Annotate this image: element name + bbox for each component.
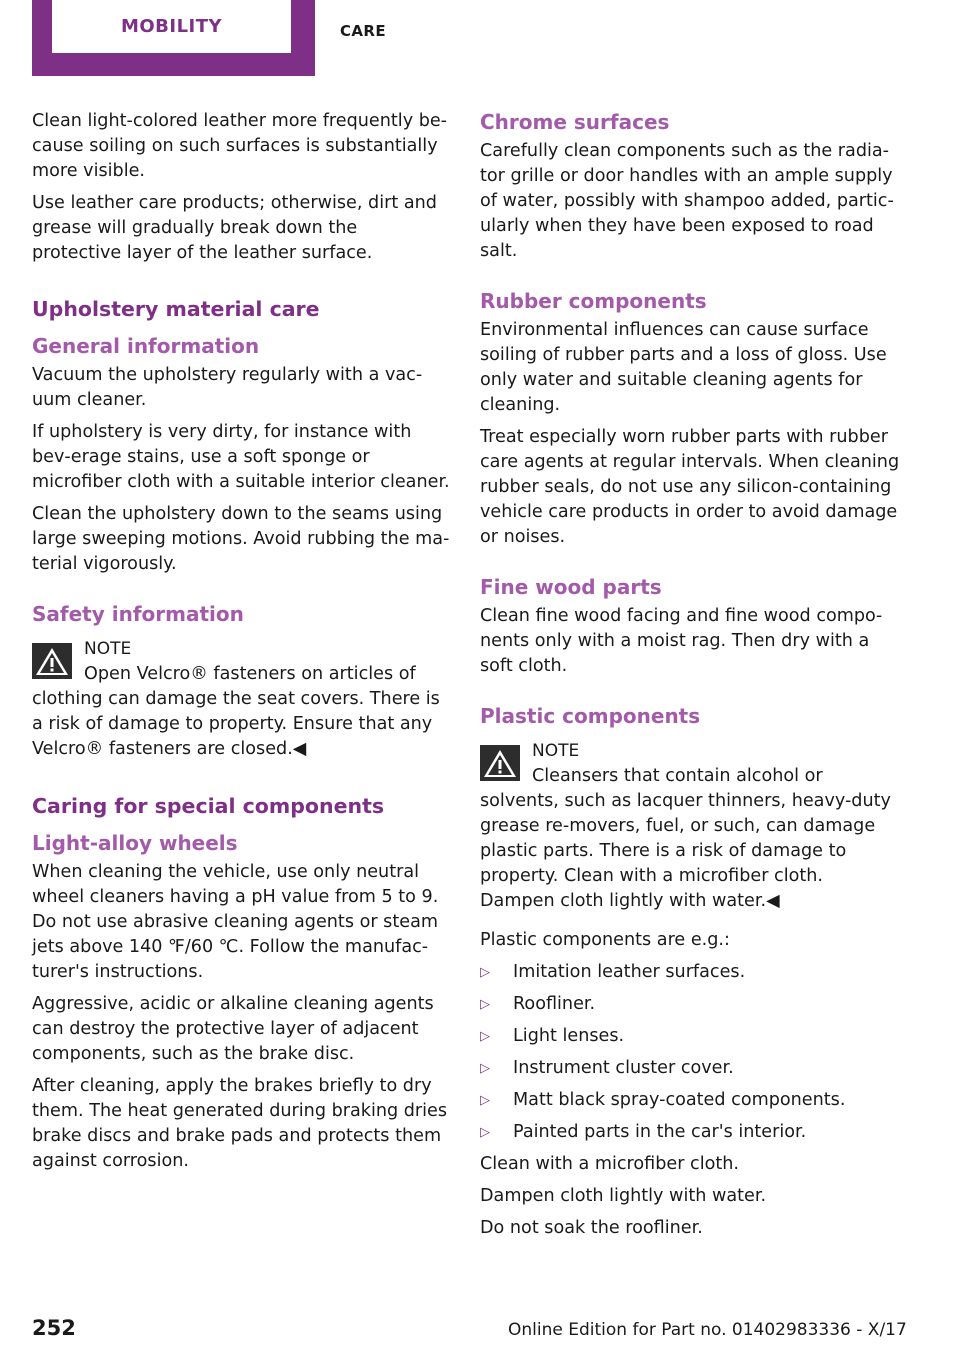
paragraph: Plastic components are e.g.: <box>480 930 730 950</box>
note-block <box>480 739 900 914</box>
triangle-bullet-icon: ▷ <box>480 997 490 1012</box>
section-tab-care[interactable]: CARE <box>340 22 387 40</box>
list-item <box>480 960 900 985</box>
plastic-components-list <box>480 960 900 1145</box>
triangle-bullet-icon: ▷ <box>480 1061 490 1076</box>
paragraph: Clean fine wood facing and fine wood compo‐nents only with a moist rag. Then dry with a soft cloth. <box>480 606 883 676</box>
subheading-plastic-components: Plastic components <box>480 704 701 728</box>
paragraph: Use leather care products; otherwise, dirt and grease will gradually break down the protective layer of the leather surface. <box>32 193 437 263</box>
subheading-rubber-components: Rubber components <box>480 289 707 313</box>
triangle-bullet-icon: ▷ <box>480 1125 490 1140</box>
triangle-bullet-icon: ▷ <box>480 965 490 980</box>
subheading-chrome-surfaces: Chrome surfaces <box>480 110 670 134</box>
paragraph: Clean the upholstery down to the seams using large sweeping motions. Avoid rubbing the ma‐terial vigorously. <box>32 504 450 574</box>
note-block <box>32 637 452 762</box>
list-item-text: Painted parts in the car's interior. <box>513 1122 807 1142</box>
paragraph: After cleaning, apply the brakes briefly to dry them. The heat generated during braking dries brake discs and brake pads and protects them against corrosion. <box>32 1076 448 1171</box>
paragraph: Aggressive, acidic or alkaline cleaning agents can destroy the protective layer of adjacent components, such as the brake disc. <box>32 994 434 1064</box>
paragraph: Carefully clean components such as the radia‐tor grille or door handles with an ample supply of water, possibly with shampoo added, partic‐ularly when they have been exposed to road salt. <box>480 141 894 261</box>
triangle-bullet-icon: ▷ <box>480 1093 490 1108</box>
paragraph: When cleaning the vehicle, use only neutral wheel cleaners having a pH value from 5 to 9. Do not use abrasive cleaning agents or steam jets above 140 ℉/60 ℃. Follow the manufac‐turer's instructions. <box>32 862 439 982</box>
left-column <box>32 109 452 1181</box>
paragraph: Clean with a microfiber cloth. <box>480 1154 739 1174</box>
note-text: Cleansers that contain alcohol or solvents, such as lacquer thinners, heavy-duty grease re‐movers, fuel, or such, can damage plastic parts. There is a risk of damage to property. Clean with a microfiber cloth. Dampen cloth lightly with water.◀ <box>480 766 891 911</box>
paragraph: Dampen cloth lightly with water. <box>480 1186 767 1206</box>
warning-icon <box>480 745 520 781</box>
list-item-text: Light lenses. <box>513 1026 625 1046</box>
paragraph: Do not soak the roofliner. <box>480 1218 703 1238</box>
paragraph: Environmental influences can cause surface soiling of rubber parts and a loss of gloss. Use only water and suitable cleaning agents for cleaning. <box>480 320 887 415</box>
list-item <box>480 1024 900 1049</box>
paragraph: Treat especially worn rubber parts with rubber care agents at regular intervals. When cleaning rubber seals, do not use any silicon-containing vehicle care products in order to avoid damage or noises. <box>480 427 900 547</box>
triangle-bullet-icon: ▷ <box>480 1029 490 1044</box>
section-tab-mobility[interactable]: MOBILITY <box>52 0 291 53</box>
paragraph: Clean light-colored leather more frequently be‐cause soiling on such surfaces is substantially more visible. <box>32 111 448 181</box>
note-text: Open Velcro® fasteners on articles of clothing can damage the seat covers. There is a risk of damage to property. Ensure that any Velcro® fasteners are closed.◀ <box>32 664 440 759</box>
paragraph: If upholstery is very dirty, for instance with bev‐erage stains, use a soft sponge or microfiber cloth with a suitable interior cleaner. <box>32 422 450 492</box>
right-column <box>480 109 900 1248</box>
warning-icon <box>32 643 72 679</box>
page-number: 252 <box>32 1316 76 1340</box>
section-heading-upholstery: Upholstery material care <box>32 297 320 321</box>
section-heading-special-components: Caring for special components <box>32 794 385 818</box>
note-label: NOTE <box>532 741 580 761</box>
subheading-light-alloy-wheels: Light-alloy wheels <box>32 831 238 855</box>
list-item-text: Roofliner. <box>513 994 596 1014</box>
list-item-text: Matt black spray-coated components. <box>513 1090 846 1110</box>
note-label: NOTE <box>84 639 132 659</box>
footer-edition-text: Online Edition for Part no. 01402983336 - X/17 <box>508 1320 907 1340</box>
list-item <box>480 1088 900 1113</box>
paragraph: Vacuum the upholstery regularly with a vac‐uum cleaner. <box>32 365 423 410</box>
list-item <box>480 1120 900 1145</box>
list-item <box>480 1056 900 1081</box>
list-item-text: Instrument cluster cover. <box>513 1058 734 1078</box>
list-item-text: Imitation leather surfaces. <box>513 962 746 982</box>
subheading-fine-wood-parts: Fine wood parts <box>480 575 662 599</box>
list-item <box>480 992 900 1017</box>
subheading-general-information: General information <box>32 334 260 358</box>
subheading-safety-information: Safety information <box>32 602 244 626</box>
